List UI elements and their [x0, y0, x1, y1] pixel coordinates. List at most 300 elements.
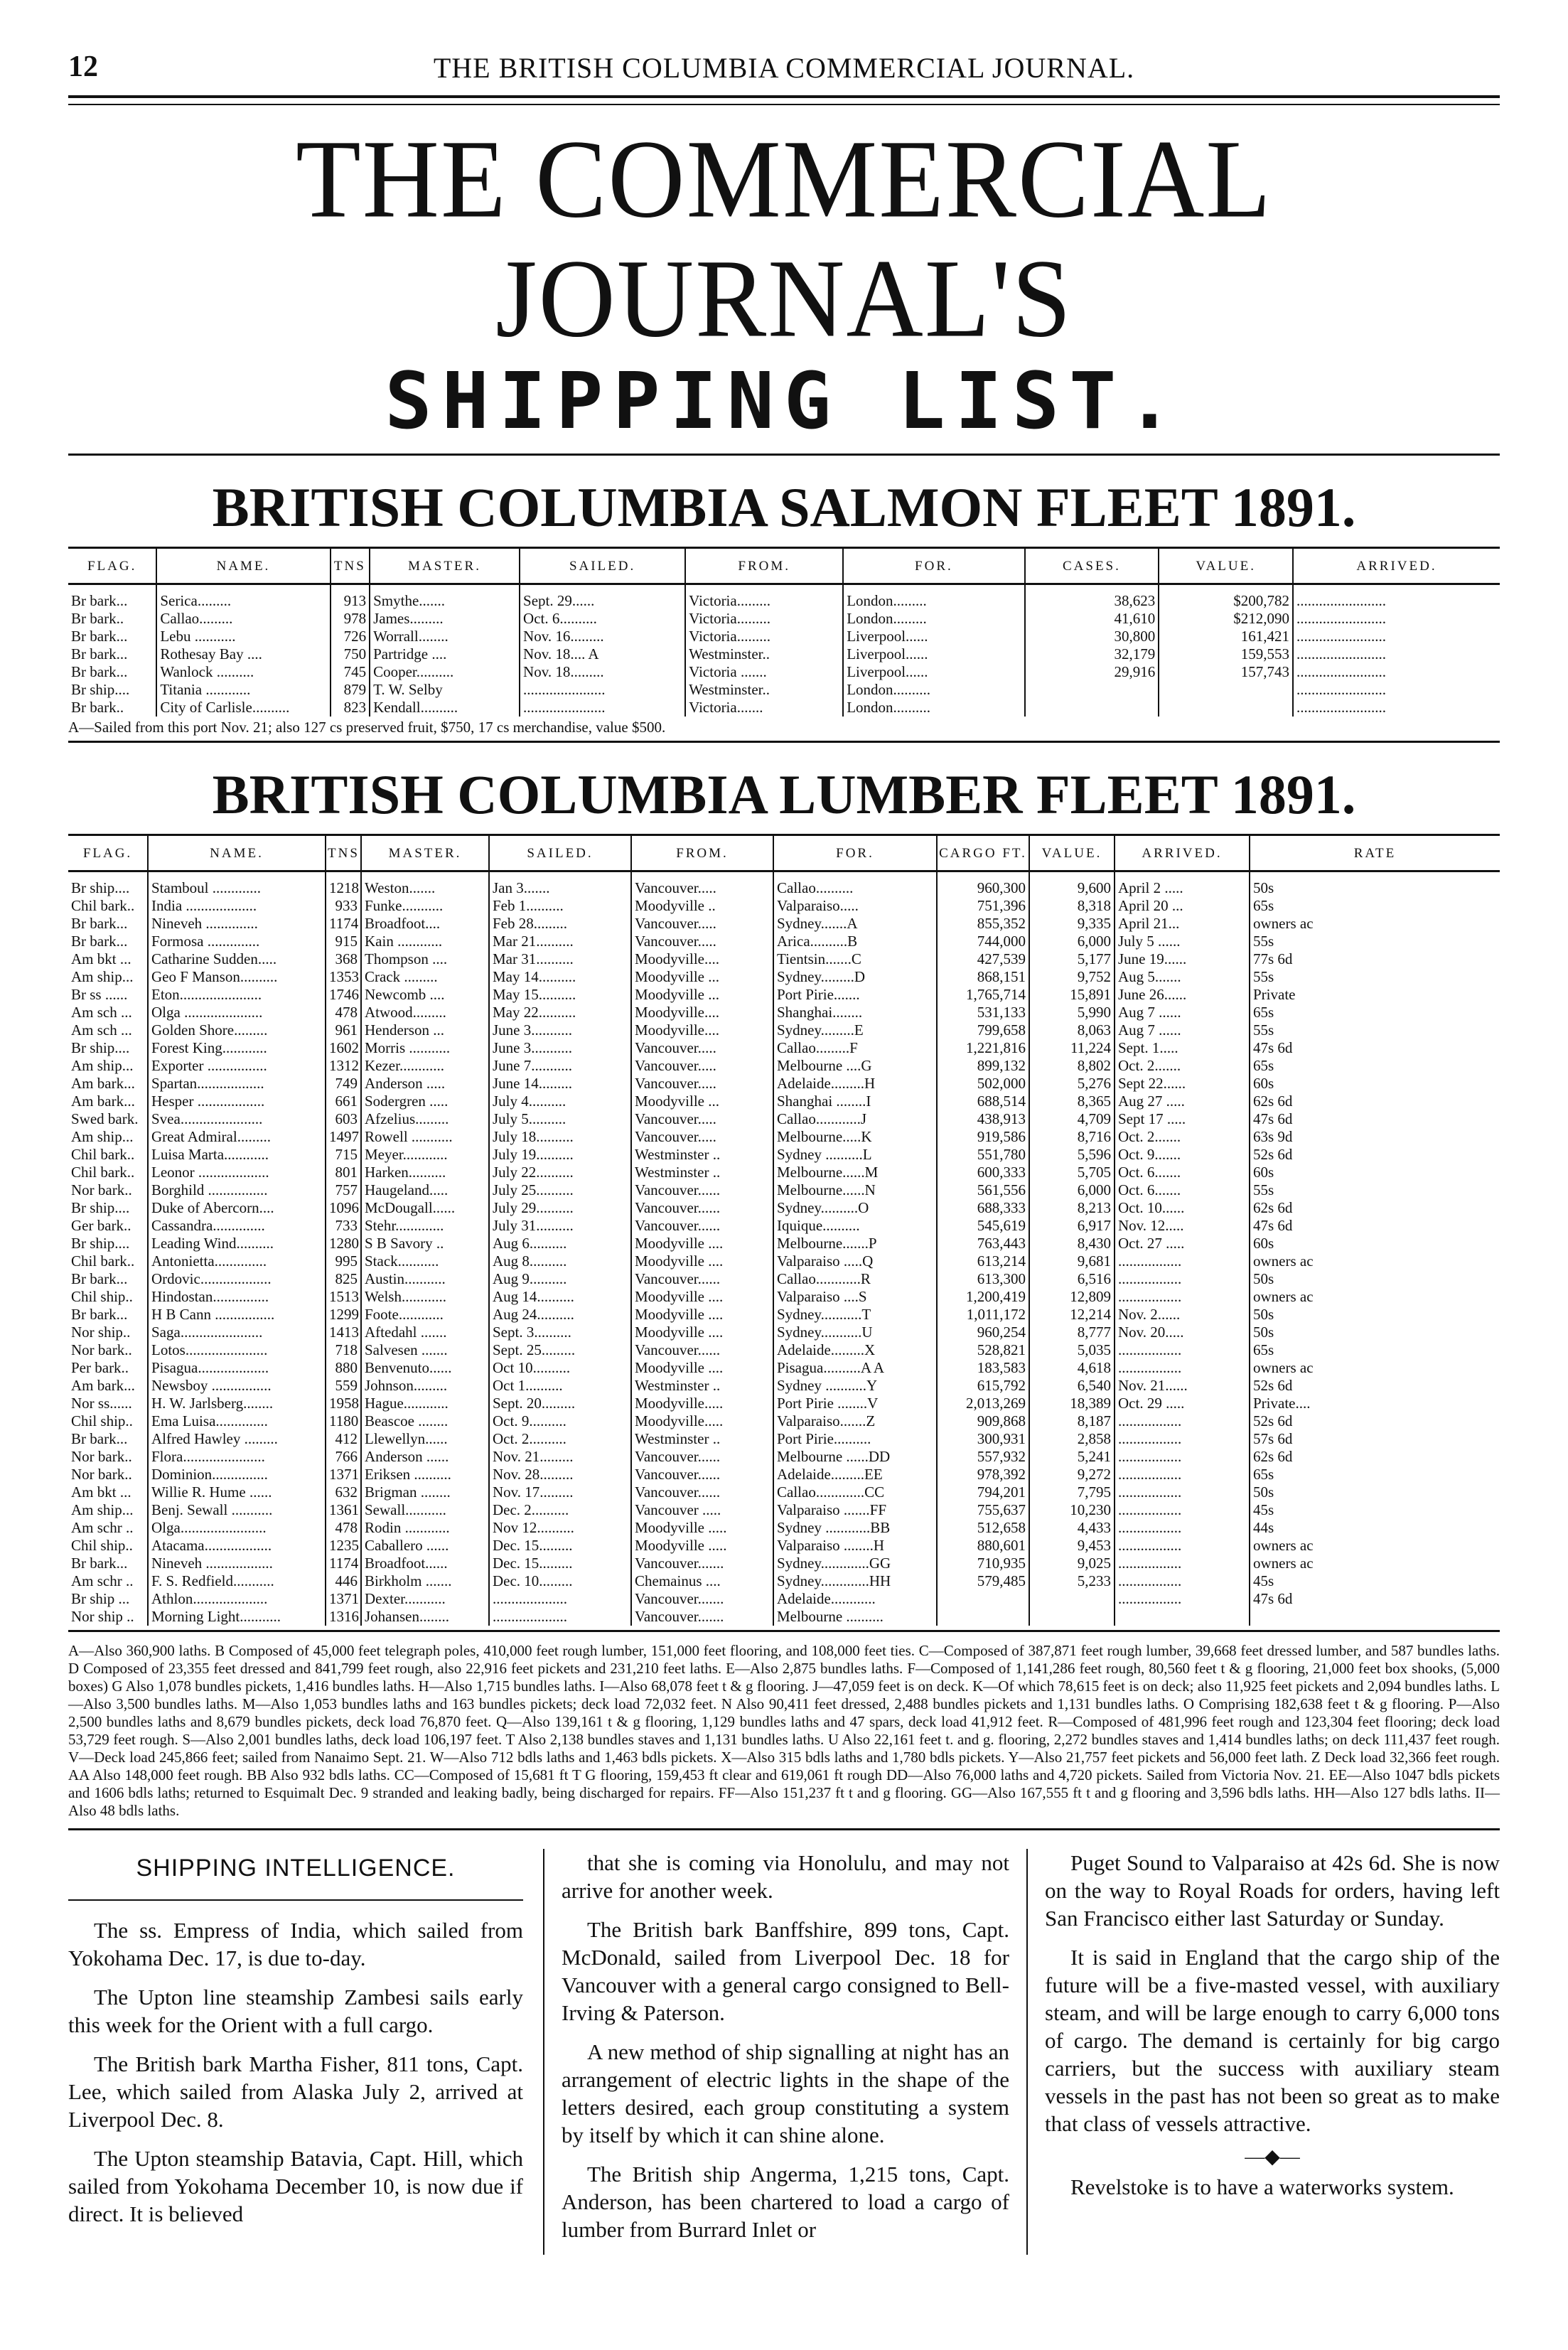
table-row — [68, 1199, 1500, 1217]
table-cell — [937, 1608, 1029, 1626]
table-cell: Kain ............ — [361, 933, 489, 950]
salmon-column-header: MASTER. — [370, 548, 520, 584]
table-cell: June 3........... — [489, 1039, 631, 1057]
table-cell: Dec. 2.......... — [489, 1501, 631, 1519]
table-cell: 5,241 — [1029, 1448, 1115, 1466]
table-cell: 915 — [326, 933, 361, 950]
table-row — [68, 1501, 1500, 1519]
table-cell: 47s 6d — [1253, 1110, 1293, 1127]
table-cell: Iquique.......... — [773, 1217, 937, 1235]
table-cell: Eriksen .......... — [361, 1466, 489, 1483]
table-cell: 438,913 — [937, 1110, 1029, 1128]
table-cell: Dominion............... — [148, 1466, 326, 1483]
table-cell: Moodyville ... — [631, 986, 773, 1004]
table-cell: Thompson .... — [361, 950, 489, 968]
table-row — [68, 897, 1500, 915]
table-cell: 1299 — [326, 1306, 361, 1324]
table-cell: 4,433 — [1029, 1519, 1115, 1537]
table-cell: ...................... — [520, 699, 685, 717]
table-cell: Haugeland..... — [361, 1181, 489, 1199]
table-cell: Am ship... — [68, 968, 148, 986]
table-cell: Feb 28......... — [489, 915, 631, 933]
table-cell: 600,333 — [937, 1164, 1029, 1181]
table-cell: July 18.......... — [489, 1128, 631, 1146]
table-cell: London.......... — [843, 699, 1024, 717]
table-cell: Birkholm ....... — [361, 1572, 489, 1590]
table-cell: Am ship... — [68, 1128, 148, 1146]
table-cell: Shanghai........ — [773, 1004, 937, 1021]
table-row — [68, 1306, 1500, 1324]
table-cell: 183,583 — [937, 1359, 1029, 1377]
table-cell: Salvesen ....... — [361, 1341, 489, 1359]
table-cell: Lotos...................... — [148, 1341, 326, 1359]
table-cell: Melbourne.......P — [773, 1235, 937, 1252]
table-cell: Geo F Manson.......... — [148, 968, 326, 986]
table-cell: Chil ship.. — [68, 1412, 148, 1430]
table-cell: Oct. 10...... — [1115, 1199, 1250, 1217]
table-cell: Aug 5....... — [1115, 968, 1250, 986]
table-cell: 561,556 — [937, 1181, 1029, 1199]
table-cell: Westminster.. — [685, 645, 843, 663]
table-row — [68, 1164, 1500, 1181]
table-cell: Exporter ................ — [148, 1057, 326, 1075]
table-cell: Vancouver...... — [631, 1341, 773, 1359]
table-cell: Callao............R — [773, 1270, 937, 1288]
table-cell: June 26...... — [1115, 986, 1250, 1004]
table-cell: ................. — [1115, 1359, 1250, 1377]
table-cell: 161,421 — [1159, 628, 1293, 645]
table-cell: 62s 6d — [1253, 1448, 1293, 1465]
table-cell: 1497 — [326, 1128, 361, 1146]
table-cell: 1235 — [326, 1537, 361, 1555]
table-cell: Mar 21.......... — [489, 933, 631, 950]
table-row — [68, 699, 1500, 717]
table-cell: July 29.......... — [489, 1199, 631, 1217]
table-row — [68, 1039, 1500, 1057]
table-cell: Sydney.......A — [773, 915, 937, 933]
table-cell: 368 — [326, 950, 361, 968]
table-cell: ................. — [1115, 1572, 1250, 1590]
journal-page — [68, 37, 1500, 2255]
table-cell: Am bark... — [68, 1075, 148, 1093]
table-cell: May 15.......... — [489, 986, 631, 1004]
table-row — [68, 1110, 1500, 1128]
table-cell: Hesper .................. — [148, 1093, 326, 1110]
table-cell: Valparaiso.......Z — [773, 1412, 937, 1430]
table-cell: Sydney.............GG — [773, 1555, 937, 1572]
table-cell: 909,868 — [937, 1412, 1029, 1430]
table-cell: Nov. 21...... — [1115, 1377, 1250, 1395]
table-cell: Jan 3....... — [489, 871, 631, 898]
table-cell: Atwood......... — [361, 1004, 489, 1021]
table-cell: Dec. 15......... — [489, 1537, 631, 1555]
table-cell: ........................ — [1296, 681, 1387, 698]
table-cell: Callao............J — [773, 1110, 937, 1128]
running-title: THE BRITISH COLUMBIA COMMERCIAL JOURNAL. — [433, 52, 1135, 84]
table-cell: 5,705 — [1029, 1164, 1115, 1181]
table-cell: Br bark... — [68, 915, 148, 933]
table-cell: ................. — [1115, 1270, 1250, 1288]
page-number: 12 — [68, 50, 98, 83]
table-cell: India ................... — [148, 897, 326, 915]
table-cell: Moodyville .... — [631, 1324, 773, 1341]
shipping-intelligence — [68, 1849, 1500, 2255]
table-cell: Br bark... — [68, 663, 156, 681]
table-cell: Sydney.........D — [773, 968, 937, 986]
table-cell: 750 — [331, 645, 370, 663]
table-row — [68, 1359, 1500, 1377]
table-cell: 5,276 — [1029, 1075, 1115, 1093]
table-cell: Am sch ... — [68, 1004, 148, 1021]
table-cell: 4,709 — [1029, 1110, 1115, 1128]
table-cell: 55s — [1253, 1021, 1274, 1039]
salmon-column-header: CASES. — [1025, 548, 1159, 584]
table-cell: Br ship.... — [68, 1199, 148, 1217]
table-row — [68, 1146, 1500, 1164]
lumber-footnotes: A—Also 360,900 laths. B Composed of 45,000 feet telegraph poles, 410,000 feet rough lumber, 151,000 feet flooring, and 108,000 feet ties. C—Composed of 387,871 feet rough lumber, 39,668 feet dressed lumber, and 587 bundles laths. D Composed of 23,355 feet dressed and 841,799 feet rough, also 22,916 feet pickets and 231,210 feet laths. E—Also 2,875 bundles laths. F—Composed of 1,141,286 feet rough, 80,560 feet t & g flooring, 21,000 feet box shooks, (5,000 boxes) G Also 1,078 bundles pickets, 1,416 bundles laths. H—Also 1,715 bundles laths. I—Also 68,078 feet t & g flooring. J—47,059 feet is on deck. K—Of which 78,615 feet is on deck; also 11,925 feet pickets and 2,094 bundles laths. L—Also 3,500 bundles laths. M—Also 1,053 bundles laths and 163 bundles pickets; deck load 72,032 feet. N Also 90,411 feet dressed, 2,488 bundles pickets and 1,131 bundles laths. O Comprising 182,638 feet t & g flooring. P—Also 2,500 bundles laths and 8,679 bundles pickets, deck load 76,870 feet. Q—Also 139,161 t & g flooring, 1,129 bundles laths and 47 spars, deck load 41,912 feet. R—Composed of 481,996 feet rough and 123,304 feet flooring; deck load 53,729 feet rough. S—Also 2,001 bundles laths, deck load 106,197 feet. T Also 2,138 bundles staves and 1,131 bundles laths. U Also 22,161 feet t. and g. flooring, 2,272 bundles staves and 1,414 bundles laths; on deck 111,437 feet rough. V—Deck load 245,866 feet; sailed from Nanaimo Sept. 21. W—Also 712 bdls laths and 1,463 bdls pickets. X—Also 315 bdls laths and 1,780 bdls pickets. Y—Also 21,757 feet pickets and 56,000 feet lath. Z Deck load 32,366 feet rough. AA Also 148,000 feet rough. BB Also 932 bdls laths. CC—Composed of 15,681 ft T G flooring, 159,453 ft clear and 619,061 ft rough DD—Also 76,000 laths and 4,720 pickets. Sailed from Victoria Nov. 21. EE—Also 1047 bdls pickets and 1606 bdls laths; returned to Esquimalt Dec. 9 stranded and leaking badly, being discharged for repairs. FF—Also 151,237 ft t and g flooring. GG—Also 167,555 ft t and g flooring and 3,596 bdls laths. HH—Also 127 bdls laths. II—Also 48 bdls laths. — [68, 1632, 1500, 1830]
table-cell: Adelaide.........H — [773, 1075, 937, 1093]
table-cell: Liverpool...... — [843, 645, 1024, 663]
table-cell: Kendall.......... — [370, 699, 520, 717]
table-cell: 913 — [331, 584, 370, 611]
table-row — [68, 1448, 1500, 1466]
table-cell: Newsboy ................ — [148, 1377, 326, 1395]
table-cell: 978 — [331, 610, 370, 628]
table-cell: July 31.......... — [489, 1217, 631, 1235]
table-row — [68, 1057, 1500, 1075]
table-cell: 5,990 — [1029, 1004, 1115, 1021]
table-row — [68, 1217, 1500, 1235]
table-cell: Aug 8.......... — [489, 1252, 631, 1270]
table-cell: Nor ship .. — [68, 1608, 148, 1626]
table-cell: Hague............ — [361, 1395, 489, 1412]
table-cell: 545,619 — [937, 1217, 1029, 1235]
table-cell: Victoria....... — [685, 699, 843, 717]
table-cell: 4,618 — [1029, 1359, 1115, 1377]
page-header — [68, 37, 1500, 98]
table-cell: Oct 1.......... — [489, 1377, 631, 1395]
table-cell: 1,011,172 — [937, 1306, 1029, 1324]
table-cell: 11,224 — [1029, 1039, 1115, 1057]
table-cell: Rothesay Bay .... — [156, 645, 330, 663]
table-cell: 45s — [1253, 1572, 1274, 1589]
table-cell: 579,485 — [937, 1572, 1029, 1590]
table-cell: Chil bark.. — [68, 1146, 148, 1164]
table-cell: Vancouver....... — [631, 1555, 773, 1572]
table-cell: Nov. 17......... — [489, 1483, 631, 1501]
table-cell: 749 — [326, 1075, 361, 1093]
table-cell: 52s 6d — [1253, 1377, 1293, 1394]
table-cell: Ema Luisa.............. — [148, 1412, 326, 1430]
table-cell: T. W. Selby — [370, 681, 520, 699]
table-cell: ................. — [1115, 1288, 1250, 1306]
salmon-column-header: ARRIVED. — [1293, 548, 1500, 584]
table-row — [68, 1021, 1500, 1039]
table-cell: May 14.......... — [489, 968, 631, 986]
table-cell: Westminster .. — [631, 1164, 773, 1181]
table-cell: 710,935 — [937, 1555, 1029, 1572]
table-cell: 38,623 — [1025, 584, 1159, 611]
shipping-intelligence-title: SHIPPING INTELLIGENCE. — [68, 1849, 523, 1901]
table-cell: Oct. 9.......... — [489, 1412, 631, 1430]
table-cell: ........................ — [1296, 663, 1387, 680]
table-cell: 1513 — [326, 1288, 361, 1306]
table-cell: 5,035 — [1029, 1341, 1115, 1359]
table-cell: ................. — [1115, 1555, 1250, 1572]
table-row — [68, 1093, 1500, 1110]
table-cell: Am bark... — [68, 1377, 148, 1395]
table-cell: Br ship.... — [68, 681, 156, 699]
table-cell: Oct. 6.......... — [520, 610, 685, 628]
table-row — [68, 1324, 1500, 1341]
table-cell: 6,000 — [1029, 933, 1115, 950]
table-cell: 1312 — [326, 1057, 361, 1075]
table-cell: Formosa .............. — [148, 933, 326, 950]
table-cell: Morris ........... — [361, 1039, 489, 1057]
table-cell: Wanlock .......... — [156, 663, 330, 681]
table-cell: 1602 — [326, 1039, 361, 1057]
table-cell: 715 — [326, 1146, 361, 1164]
table-cell: Aug 14.......... — [489, 1288, 631, 1306]
table-cell: 8,777 — [1029, 1324, 1115, 1341]
table-cell: Sodergren ..... — [361, 1093, 489, 1110]
table-row — [68, 1430, 1500, 1448]
table-row — [68, 1395, 1500, 1412]
table-cell: Antonietta.............. — [148, 1252, 326, 1270]
table-cell: Valparaiso ........H — [773, 1537, 937, 1555]
table-cell: 559 — [326, 1377, 361, 1395]
table-row — [68, 1519, 1500, 1537]
table-cell: June 3........... — [489, 1021, 631, 1039]
lumber-fleet-table — [68, 834, 1500, 1626]
table-cell: 531,133 — [937, 1004, 1029, 1021]
table-cell: Sydney ...........Y — [773, 1377, 937, 1395]
table-cell: 12,809 — [1029, 1288, 1115, 1306]
table-cell: Leonor ................... — [148, 1164, 326, 1181]
table-row — [68, 1075, 1500, 1093]
table-cell: Crack ......... — [361, 968, 489, 986]
table-cell: 1218 — [326, 871, 361, 898]
table-cell: Moodyville.... — [631, 1004, 773, 1021]
table-cell: 77s 6d — [1253, 950, 1293, 967]
table-cell: Sydney...........T — [773, 1306, 937, 1324]
masthead-subtitle: SHIPPING LIST. — [385, 355, 1183, 446]
table-cell: 157,743 — [1159, 663, 1293, 681]
table-cell: Duke of Abercorn.... — [148, 1199, 326, 1217]
table-cell: 159,553 — [1159, 645, 1293, 663]
table-cell: Aug 24.......... — [489, 1306, 631, 1324]
table-cell: Golden Shore......... — [148, 1021, 326, 1039]
divider-ornament: —◆— — [1245, 2146, 1300, 2168]
table-cell: Nov. 18......... — [520, 663, 685, 681]
table-cell: 5,177 — [1029, 950, 1115, 968]
table-cell: Broadfoot...... — [361, 1555, 489, 1572]
table-cell: Titania ............ — [156, 681, 330, 699]
table-cell: Br bark... — [68, 1555, 148, 1572]
news-paragraph: It is said in England that the cargo ship of the future will be a five-masted vessel, with auxiliary steam, and will be large enough to carry 6,000 tons of cargo. The demand is certainly for big cargo carriers, but the success with auxiliary steam vessels in the past has not been so great as to make that class of vessels attractive. — [1045, 1945, 1500, 2136]
table-cell: .................... — [489, 1608, 631, 1626]
lumber-column-header: FOR. — [773, 835, 937, 871]
table-cell: 1353 — [326, 968, 361, 986]
table-cell: Melbourne......N — [773, 1181, 937, 1199]
table-cell: Hindostan............... — [148, 1288, 326, 1306]
table-cell: owners ac — [1253, 1252, 1314, 1270]
table-cell: Moodyville ..... — [631, 1537, 773, 1555]
table-cell: Br bark... — [68, 645, 156, 663]
table-row — [68, 1288, 1500, 1306]
table-cell: owners ac — [1253, 1359, 1314, 1376]
news-paragraph: Puget Sound to Valparaiso at 42s 6d. She is now on the way to Royal Roads for orders, having left San Francisco either last Saturday or Sunday. — [1045, 1850, 1500, 1931]
table-cell: James......... — [370, 610, 520, 628]
table-cell: 62s 6d — [1253, 1199, 1293, 1216]
table-cell: ........................ — [1296, 610, 1387, 627]
table-cell: Adelaide............ — [773, 1590, 937, 1608]
table-cell: Johansen........ — [361, 1608, 489, 1626]
table-cell: 6,917 — [1029, 1217, 1115, 1235]
table-cell: ........................ — [1296, 699, 1387, 716]
table-cell: Moodyville ... — [631, 968, 773, 986]
table-row — [68, 1128, 1500, 1146]
table-cell: Westminster .. — [631, 1377, 773, 1395]
table-cell: Funke........... — [361, 897, 489, 915]
table-cell: 868,151 — [937, 968, 1029, 986]
table-cell: Adelaide.........X — [773, 1341, 937, 1359]
table-cell: 57s 6d — [1253, 1430, 1293, 1447]
table-cell: Victoria ....... — [685, 663, 843, 681]
table-cell: 763,443 — [937, 1235, 1029, 1252]
table-cell: 1174 — [326, 1555, 361, 1572]
table-cell: Moodyville ..... — [631, 1519, 773, 1537]
table-cell: 8,430 — [1029, 1235, 1115, 1252]
table-cell: ........................ — [1296, 628, 1387, 645]
table-cell: Sept 17 ..... — [1115, 1110, 1250, 1128]
salmon-note: A—Sailed from this port Nov. 21; also 127 cs preserved fruit, $750, 17 cs merchandise, value $500. — [68, 717, 1500, 743]
table-cell: 1,221,816 — [937, 1039, 1029, 1057]
table-cell: Moodyville .... — [631, 1359, 773, 1377]
table-cell: Br bark... — [68, 1270, 148, 1288]
table-cell: 65s — [1253, 1004, 1274, 1021]
lumber-column-header: VALUE. — [1029, 835, 1115, 871]
table-cell: Stack........... — [361, 1252, 489, 1270]
table-cell: London.......... — [843, 681, 1024, 699]
table-cell: Sydney ..........L — [773, 1146, 937, 1164]
table-cell: 855,352 — [937, 915, 1029, 933]
table-cell: Benj. Sewall ........... — [148, 1501, 326, 1519]
table-cell: $212,090 — [1159, 610, 1293, 628]
table-cell: Meyer............ — [361, 1146, 489, 1164]
table-cell: 50s — [1253, 879, 1274, 896]
table-cell: 29,916 — [1025, 663, 1159, 681]
salmon-column-header: FLAG. — [68, 548, 156, 584]
table-row — [68, 1572, 1500, 1590]
lumber-column-header: FROM. — [631, 835, 773, 871]
table-cell: Br ship.... — [68, 1235, 148, 1252]
table-cell: Sydney.........E — [773, 1021, 937, 1039]
table-cell: 1746 — [326, 986, 361, 1004]
table-cell — [1025, 681, 1159, 699]
news-paragraph: The Upton steamship Batavia, Capt. Hill, which sailed from Yokohama December 10, is now due if direct. It is believed — [68, 2146, 523, 2226]
table-cell: Tientsin.......C — [773, 950, 937, 968]
table-cell: ................. — [1115, 1448, 1250, 1466]
table-cell: 9,272 — [1029, 1466, 1115, 1483]
table-cell: Valparaiso .....Q — [773, 1252, 937, 1270]
table-cell: Am bkt ... — [68, 1483, 148, 1501]
table-cell: ................. — [1115, 1341, 1250, 1359]
table-row — [68, 915, 1500, 933]
table-cell: 744,000 — [937, 933, 1029, 950]
table-cell: 50s — [1253, 1306, 1274, 1323]
table-cell: 794,201 — [937, 1483, 1029, 1501]
table-cell: 718 — [326, 1341, 361, 1359]
table-cell — [937, 1590, 1029, 1608]
table-cell: 1361 — [326, 1501, 361, 1519]
table-cell: Nov. 21......... — [489, 1448, 631, 1466]
table-cell: Pisagua..........A A — [773, 1359, 937, 1377]
table-cell: Melbourne ....G — [773, 1057, 937, 1075]
table-cell: Vancouver...... — [631, 1181, 773, 1199]
table-cell: 766 — [326, 1448, 361, 1466]
table-cell: Oct. 2....... — [1115, 1057, 1250, 1075]
table-cell: ................. — [1115, 1483, 1250, 1501]
table-cell: ........................ — [1296, 592, 1387, 609]
table-cell: Vancouver....... — [631, 1590, 773, 1608]
table-cell: 1174 — [326, 915, 361, 933]
news-paragraph: A new method of ship signalling at night has an arrangement of electric lights in the shape of the letters desired, each group constituting a system by itself by which it can shine alone. — [562, 2039, 1009, 2147]
table-cell: April 21... — [1115, 915, 1250, 933]
table-cell: Br ss ...... — [68, 986, 148, 1004]
table-cell: Chil bark.. — [68, 897, 148, 915]
table-cell: Melbourne.....K — [773, 1128, 937, 1146]
table-cell: Callao.......... — [773, 871, 937, 898]
table-cell: Moodyville ... — [631, 1093, 773, 1110]
table-cell: owners ac — [1253, 915, 1314, 932]
table-cell: Moodyville..... — [631, 1412, 773, 1430]
table-cell: Private — [1253, 986, 1296, 1003]
table-cell: Ger bark.. — [68, 1217, 148, 1235]
table-cell: Sewall........... — [361, 1501, 489, 1519]
table-cell: 47s 6d — [1253, 1217, 1293, 1234]
table-cell: Victoria......... — [685, 628, 843, 645]
table-cell: Oct. 9....... — [1115, 1146, 1250, 1164]
table-cell: 50s — [1253, 1270, 1274, 1287]
table-cell: 47s 6d — [1253, 1039, 1293, 1056]
table-cell: Aug 9.......... — [489, 1270, 631, 1288]
table-row — [68, 1252, 1500, 1270]
table-cell: Beascoe ........ — [361, 1412, 489, 1430]
table-cell: Forest King............ — [148, 1039, 326, 1057]
table-cell — [1159, 681, 1293, 699]
table-cell: 9,335 — [1029, 915, 1115, 933]
table-cell: Victoria......... — [685, 610, 843, 628]
lumber-column-header: TNS — [326, 835, 361, 871]
table-cell: 6,000 — [1029, 1181, 1115, 1199]
table-cell: Nov. 12..... — [1115, 1217, 1250, 1235]
table-cell: 5,233 — [1029, 1572, 1115, 1590]
salmon-column-header: FROM. — [685, 548, 843, 584]
table-cell: Serica......... — [156, 584, 330, 611]
table-cell: 880 — [326, 1359, 361, 1377]
table-cell: Moodyville..... — [631, 1395, 773, 1412]
table-cell: 757 — [326, 1181, 361, 1199]
table-row — [68, 933, 1500, 950]
table-cell: Willie R. Hume ...... — [148, 1483, 326, 1501]
table-cell: 12,214 — [1029, 1306, 1115, 1324]
table-cell: 65s — [1253, 1466, 1274, 1483]
table-cell: ................. — [1115, 1519, 1250, 1537]
table-cell: 995 — [326, 1252, 361, 1270]
table-cell: City of Carlisle.......... — [156, 699, 330, 717]
table-cell: Callao.........F — [773, 1039, 937, 1057]
